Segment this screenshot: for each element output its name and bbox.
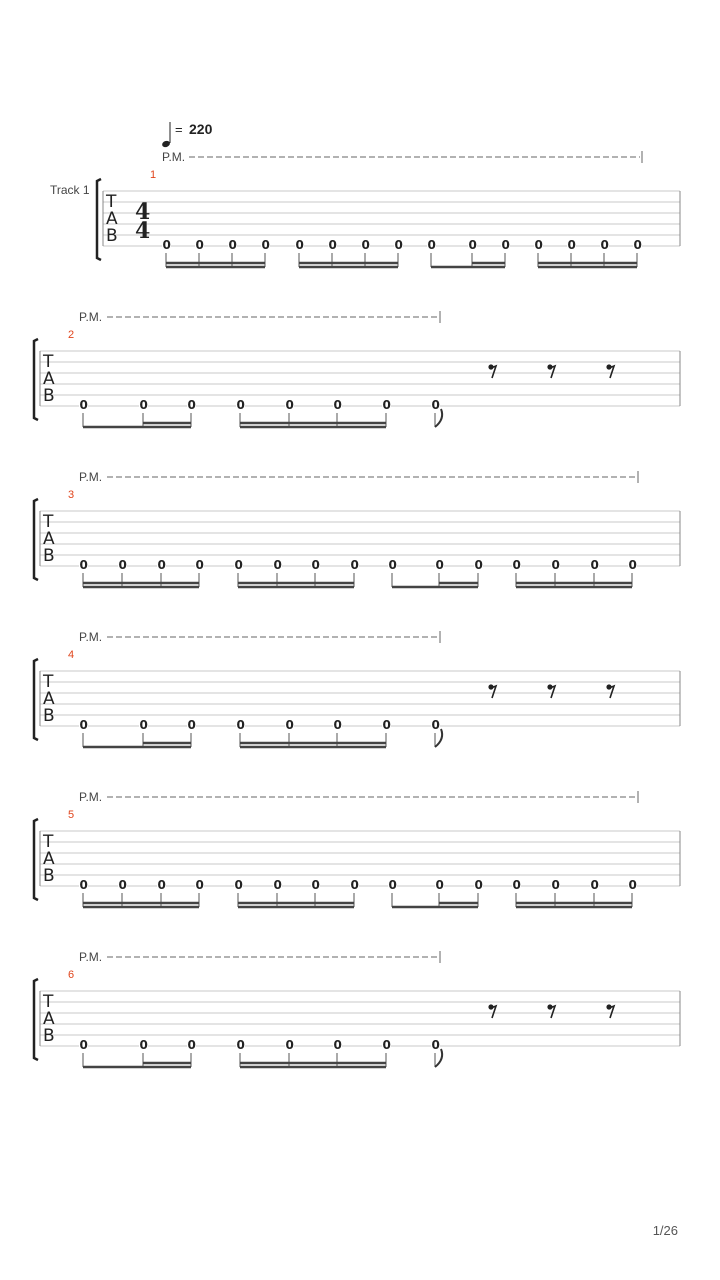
tab-clef-letter: T — [43, 352, 54, 372]
fret-number: 0 — [600, 238, 609, 252]
fret-number: 0 — [285, 1038, 294, 1052]
tab-clef-letter: T — [43, 672, 54, 692]
bar-number: 6 — [68, 969, 75, 981]
eighth-rest-stroke — [550, 1006, 555, 1018]
fret-number: 0 — [394, 238, 403, 252]
fret-number: 0 — [551, 878, 560, 892]
tab-clef-letter: T — [43, 992, 54, 1012]
fret-number: 0 — [382, 1038, 391, 1052]
fret-number: 0 — [534, 238, 543, 252]
palm-mute-label: P.M. — [79, 950, 103, 964]
fret-number: 0 — [435, 878, 444, 892]
fret-number: 0 — [236, 398, 245, 412]
fret-number: 0 — [474, 558, 483, 572]
system-bracket — [34, 819, 38, 900]
fret-number: 0 — [295, 238, 304, 252]
fret-number: 0 — [273, 878, 282, 892]
tempo-marking — [161, 121, 212, 148]
fret-number: 0 — [350, 878, 359, 892]
track-name: Track 1 — [50, 183, 90, 197]
fret-number: 0 — [228, 238, 237, 252]
tab-system-3 — [34, 470, 680, 587]
eighth-rest-stroke — [609, 366, 614, 378]
bar-number: 1 — [150, 169, 157, 181]
palm-mute-label: P.M. — [79, 790, 103, 804]
fret-number: 0 — [285, 718, 294, 732]
fret-number: 0 — [388, 878, 397, 892]
fret-number: 0 — [567, 238, 576, 252]
tempo-equals: = — [175, 122, 183, 137]
fret-number: 0 — [590, 558, 599, 572]
page-number: 1/26 — [652, 1223, 678, 1238]
fret-number: 0 — [187, 1038, 196, 1052]
tab-clef-letter: A — [43, 529, 55, 549]
fret-number: 0 — [187, 398, 196, 412]
palm-mute-label: P.M. — [79, 310, 103, 324]
fret-number: 0 — [361, 238, 370, 252]
tab-clef-letter: B — [106, 226, 118, 246]
eighth-rest-stroke — [609, 686, 614, 698]
fret-number: 0 — [311, 878, 320, 892]
bar-number: 4 — [68, 649, 75, 661]
fret-number: 0 — [157, 558, 166, 572]
eighth-rest-stroke — [609, 1006, 614, 1018]
fret-number: 0 — [187, 718, 196, 732]
fret-number: 0 — [328, 238, 337, 252]
tab-system-5 — [34, 790, 680, 907]
fret-number: 0 — [435, 558, 444, 572]
fret-number: 0 — [234, 878, 243, 892]
fret-number: 0 — [382, 398, 391, 412]
tab-clef-letter: B — [43, 546, 55, 566]
eighth-rest-stroke — [491, 366, 496, 378]
system-bracket — [34, 499, 38, 580]
fret-number: 0 — [427, 238, 436, 252]
eighth-rest-stroke — [550, 366, 555, 378]
tab-clef-letter: A — [106, 209, 118, 229]
tab-clef-letter: B — [43, 386, 55, 406]
eighth-rest-stroke — [491, 1006, 496, 1018]
fret-number: 0 — [468, 238, 477, 252]
fret-number: 0 — [261, 238, 270, 252]
fret-number: 0 — [590, 878, 599, 892]
palm-mute-label: P.M. — [79, 630, 103, 644]
fret-number: 0 — [350, 558, 359, 572]
palm-mute-label: P.M. — [162, 150, 186, 164]
fret-number: 0 — [139, 398, 148, 412]
fret-number: 0 — [512, 878, 521, 892]
fret-number: 0 — [333, 1038, 342, 1052]
fret-number: 0 — [551, 558, 560, 572]
fret-number: 0 — [234, 558, 243, 572]
tab-system-1 — [97, 150, 680, 267]
tab-clef-letter: T — [43, 512, 54, 532]
tab-clef-letter: A — [43, 1009, 55, 1029]
tab-clef-letter: T — [43, 832, 54, 852]
fret-number: 0 — [388, 558, 397, 572]
eighth-rest-stroke — [550, 686, 555, 698]
fret-number: 0 — [79, 398, 88, 412]
fret-number: 0 — [79, 718, 88, 732]
fret-number: 0 — [195, 238, 204, 252]
fret-number: 0 — [236, 1038, 245, 1052]
tab-clef-letter: B — [43, 866, 55, 886]
tab-clef-letter: B — [43, 706, 55, 726]
fret-number: 0 — [382, 718, 391, 732]
tab-system-2 — [34, 310, 680, 427]
fret-number: 0 — [79, 878, 88, 892]
tab-clef-letter: A — [43, 369, 55, 389]
fret-number: 0 — [162, 238, 171, 252]
bar-number: 3 — [68, 489, 75, 501]
fret-number: 0 — [195, 878, 204, 892]
tab-system-6 — [34, 950, 680, 1067]
fret-number: 0 — [431, 398, 440, 412]
fret-number: 0 — [139, 1038, 148, 1052]
system-bracket — [34, 659, 38, 740]
fret-number: 0 — [195, 558, 204, 572]
fret-number: 0 — [633, 238, 642, 252]
fret-number: 0 — [79, 558, 88, 572]
fret-number: 0 — [474, 878, 483, 892]
fret-number: 0 — [501, 238, 510, 252]
palm-mute-label: P.M. — [79, 470, 103, 484]
tab-clef-letter: A — [43, 849, 55, 869]
time-signature-bottom: 4 — [135, 218, 151, 244]
fret-number: 0 — [236, 718, 245, 732]
system-bracket — [97, 179, 101, 260]
system-bracket — [34, 339, 38, 420]
quarter-note-icon — [161, 140, 171, 148]
bar-number: 5 — [68, 809, 75, 821]
tab-system-4 — [34, 630, 680, 747]
fret-number: 0 — [139, 718, 148, 732]
fret-number: 0 — [118, 878, 127, 892]
tab-clef-letter: B — [43, 1026, 55, 1046]
fret-number: 0 — [311, 558, 320, 572]
tab-clef-letter: T — [106, 192, 117, 212]
fret-number: 0 — [333, 718, 342, 732]
fret-number: 0 — [628, 878, 637, 892]
time-signature-top: 4 — [135, 199, 151, 225]
fret-number: 0 — [431, 1038, 440, 1052]
fret-number: 0 — [79, 1038, 88, 1052]
fret-number: 0 — [157, 878, 166, 892]
fret-number: 0 — [333, 398, 342, 412]
tab-clef-letter: A — [43, 689, 55, 709]
eighth-rest-stroke — [491, 686, 496, 698]
fret-number: 0 — [628, 558, 637, 572]
fret-number: 0 — [431, 718, 440, 732]
fret-number: 0 — [512, 558, 521, 572]
fret-number: 0 — [273, 558, 282, 572]
system-bracket — [34, 979, 38, 1060]
bar-number: 2 — [68, 329, 75, 341]
fret-number: 0 — [285, 398, 294, 412]
tempo-value: 220 — [189, 121, 213, 137]
fret-number: 0 — [118, 558, 127, 572]
